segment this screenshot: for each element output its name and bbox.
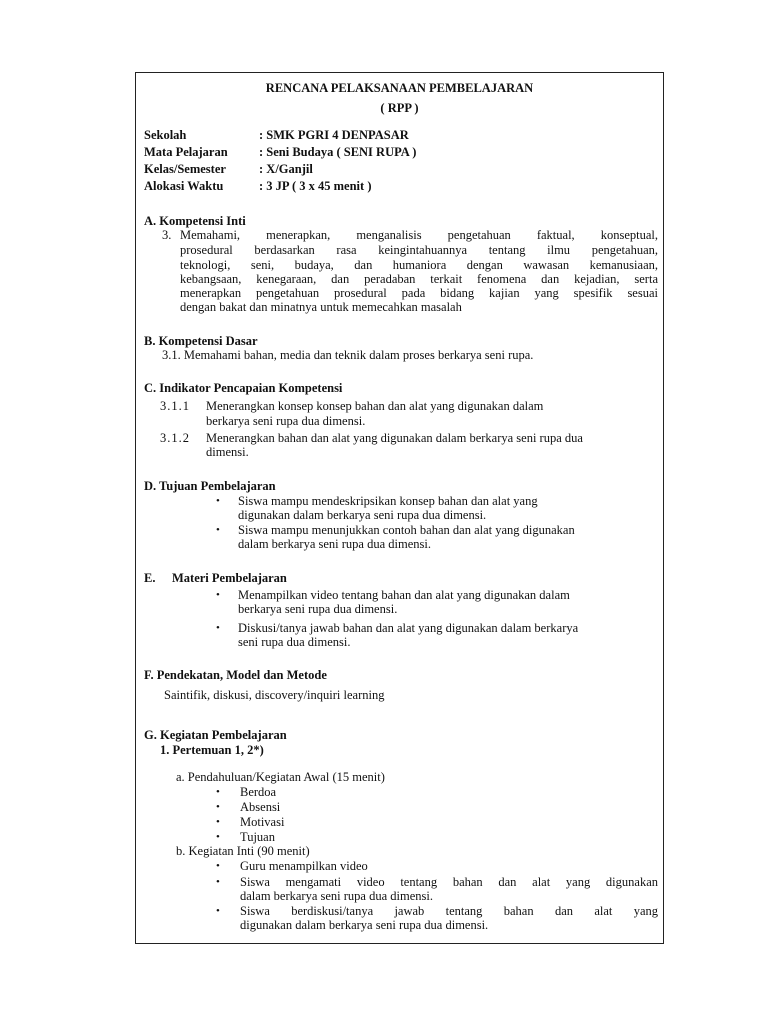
identity-label: Sekolah	[144, 128, 187, 142]
document-page	[135, 72, 664, 944]
materi-text: seni rupa dua dimensi.	[238, 635, 351, 649]
method-text: Saintifik, diskusi, discovery/inquiri learning	[164, 688, 385, 702]
indicator-text: Menerangkan konsep konsep bahan dan alat yang digunakan dalam	[206, 399, 544, 413]
kd-item: 3.1. Memahami bahan, media dan teknik dalam proses berkarya seni rupa.	[162, 348, 534, 362]
bullet-icon: •	[216, 589, 220, 601]
ki-text-line: Memahami, menerapkan, menganalisis pengetahuan faktual, konseptual,	[180, 228, 658, 242]
ki-text-line: dengan bakat dan minatnya untuk memecahkan masalah	[180, 300, 462, 314]
ki-number: 3.	[162, 228, 172, 242]
activity-part-a: a. Pendahuluan/Kegiatan Awal (15 menit)	[176, 770, 385, 784]
objective-text: dalam berkarya seni rupa dua dimensi.	[238, 537, 431, 551]
document-subtitle: ( RPP )	[380, 101, 419, 115]
indicator-number: 3.1.2	[160, 431, 190, 445]
objective-text: Siswa mampu mendeskripsikan konsep bahan dan alat yang	[238, 494, 538, 508]
identity-label: Kelas/Semester	[144, 162, 226, 176]
bullet-icon: •	[216, 801, 220, 813]
activity-item: Absensi	[240, 800, 281, 814]
identity-label: Mata Pelajaran	[144, 145, 228, 159]
indicator-text: berkarya seni rupa dua dimensi.	[206, 414, 366, 428]
section-heading-c: C. Indikator Pencapaian Kompetensi	[144, 381, 343, 395]
document-title: RENCANA PELAKSANAAN PEMBELAJARAN	[265, 81, 534, 95]
bullet-icon: •	[216, 495, 220, 507]
activity-item: digunakan dalam berkarya seni rupa dua dimensi.	[240, 918, 489, 932]
section-letter-e: E.	[144, 571, 156, 585]
activity-item: Berdoa	[240, 785, 277, 799]
section-heading-d: D. Tujuan Pembelajaran	[144, 479, 276, 493]
bullet-icon: •	[216, 524, 220, 536]
indicator-text: Menerangkan bahan dan alat yang digunakan dalam berkarya seni rupa dua	[206, 431, 583, 445]
identity-value: : SMK PGRI 4 DENPASAR	[259, 128, 409, 142]
ki-text-line: kebangsaan, kenegaraan, dan peradaban terkait fenomena dan kejadian, serta	[180, 272, 658, 286]
activity-item: Motivasi	[240, 815, 285, 829]
section-heading-f: F. Pendekatan, Model dan Metode	[144, 668, 327, 682]
bullet-icon: •	[216, 876, 220, 888]
identity-value: : 3 JP ( 3 x 45 menit )	[259, 179, 372, 193]
activity-item: Siswa berdiskusi/tanya jawab tentang bahan dan alat yang	[240, 904, 658, 918]
section-heading-e: Materi Pembelajaran	[172, 571, 287, 585]
meeting-heading: 1. Pertemuan 1, 2*)	[160, 743, 264, 757]
bullet-icon: •	[216, 860, 220, 872]
activity-item: Guru menampilkan video	[240, 859, 368, 873]
section-heading-a: A. Kompetensi Inti	[144, 214, 246, 228]
objective-text: Siswa mampu menunjukkan contoh bahan dan alat yang digunakan	[238, 523, 575, 537]
section-heading-b: B. Kompetensi Dasar	[144, 334, 258, 348]
activity-item: Siswa mengamati video tentang bahan dan alat yang digunakan	[240, 875, 658, 889]
materi-text: Diskusi/tanya jawab bahan dan alat yang digunakan dalam berkarya	[238, 621, 579, 635]
indicator-text: dimensi.	[206, 445, 249, 459]
materi-text: Menampilkan video tentang bahan dan alat yang digunakan dalam	[238, 588, 570, 602]
ki-text-line: teknologi, seni, budaya, dan humaniora dengan wawasan kemanusiaan,	[180, 258, 658, 272]
identity-label: Alokasi Waktu	[144, 179, 224, 193]
activity-item: dalam berkarya seni rupa dua dimensi.	[240, 889, 433, 903]
materi-text: berkarya seni rupa dua dimensi.	[238, 602, 398, 616]
identity-value: : X/Ganjil	[259, 162, 313, 176]
bullet-icon: •	[216, 905, 220, 917]
indicator-number: 3.1.1	[160, 399, 190, 413]
activity-part-b: b. Kegiatan Inti (90 menit)	[176, 844, 310, 858]
objective-text: digunakan dalam berkarya seni rupa dua dimensi.	[238, 508, 487, 522]
bullet-icon: •	[216, 831, 220, 843]
bullet-icon: •	[216, 816, 220, 828]
ki-text-line: prosedural berdasarkan rasa keingintahuannya tentang ilmu pengetahuan,	[180, 243, 658, 257]
bullet-icon: •	[216, 622, 220, 634]
bullet-icon: •	[216, 786, 220, 798]
identity-value: : Seni Budaya ( SENI RUPA )	[259, 145, 417, 159]
ki-text-line: menerapkan pengetahuan prosedural pada bidang kajian yang spesifik sesuai	[180, 286, 658, 300]
section-heading-g: G. Kegiatan Pembelajaran	[144, 728, 287, 742]
activity-item: Tujuan	[240, 830, 275, 844]
